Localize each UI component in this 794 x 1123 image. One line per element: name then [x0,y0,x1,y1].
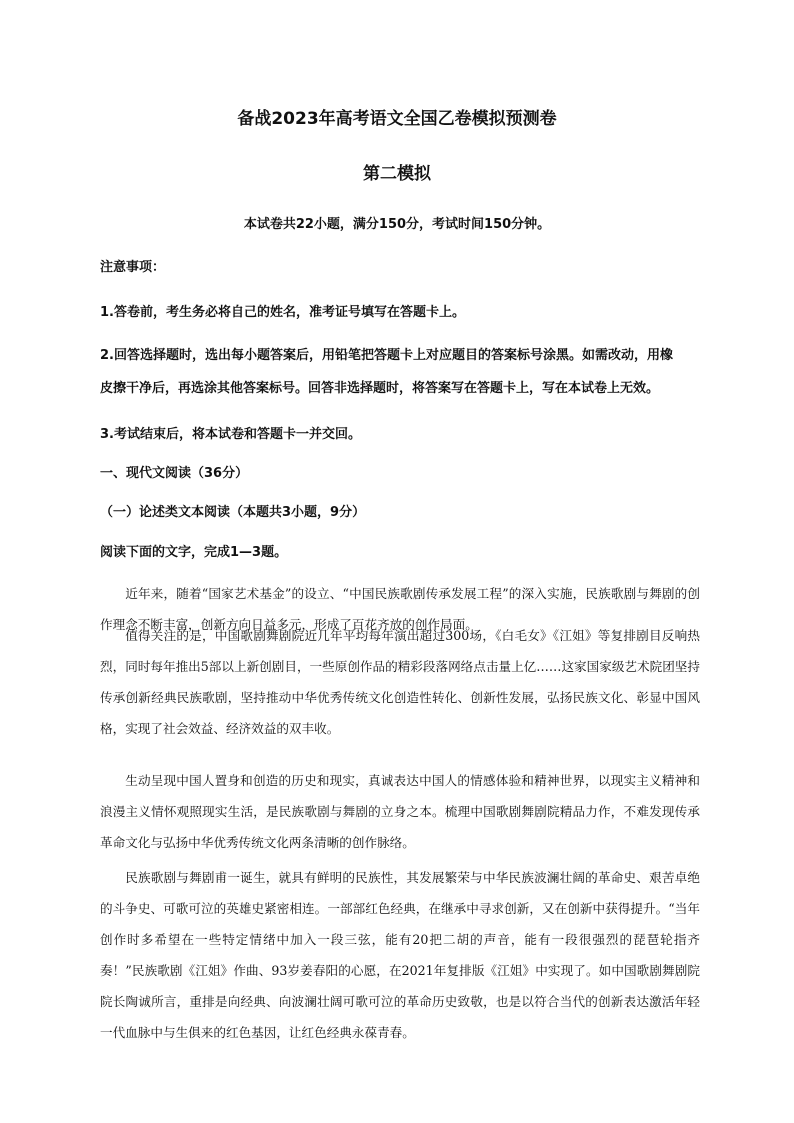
notice-item-2-line-2: 皮擦干净后，再选涂其他答案标号。回答非选择题时，将答案写在答题卡上，写在本试卷上无效。 [100,381,660,396]
notice-item-1: 1.答卷前，考生务必将自己的姓名，准考证号填写在答题卡上。 [100,305,465,320]
subsection-heading: （一）论述类文本阅读（本题共3小题，9分） [100,505,366,520]
sub-title: 第二模拟 [363,164,431,184]
passage-paragraph-2: 值得关注的是，中国歌剧舞剧院近几年平均每年演出超过300场，《白毛女》《江姐》等复排剧目反响热烈，同时每年推出5部以上新创剧目，一些原创作品的精彩段落网络点击量上亿……这家国家级艺术院团坚持传承创新经典民族歌剧，坚持推动中华优秀传统文化创造性转化、创新性发展，弘扬民族文化、彰显中国风格，实现了社会效益、经济效益的双丰收。 [100,628,700,736]
notice-item-3: 3.考试结束后，将本试卷和答题卡一并交回。 [100,427,361,442]
passage-paragraph-1: 近年来，随着“国家艺术基金”的设立、“中国民族歌剧传承发展工程”的深入实施，民族歌剧与舞剧的创作理念不断丰富，创新方向日益多元，形成了百花齐放的创作局面。 [100,586,700,632]
exam-info: 本试卷共22小题，满分150分，考试时间150分钟。 [243,217,551,232]
notice-heading: 注意事项： [100,260,166,275]
section-heading: 一、现代文阅读（36分） [100,466,249,481]
reading-instruction: 阅读下面的文字，完成1—3题。 [100,545,288,560]
passage-paragraph-4: 民族歌剧与舞剧甫一诞生，就具有鲜明的民族性，其发展繁荣与中华民族波澜壮阔的革命史、艰苦卓绝的斗争史、可歌可泣的英雄史紧密相连。一部部红色经典，在继承中寻求创新，又在创新中获得提升。“当年创作时多希望在一些特定情绪中加入一段三弦，能有20把二胡的声音，能有一段很强烈的琵琶轮指齐奏！”民族歌剧《江姐》作曲、93岁姜春阳的心愿，在2021年复排版《江姐》中实现了。如中国歌剧舞剧院院长陶诚所言，重排是向经典、向波澜壮阔可歌可泣的革命历史致敬，也是以符合当代的创新表达激活年轻一代血脉中与生俱来的红色基因，让红色经典永葆青春。 [100,870,700,1040]
notice-item-2-line-1: 2.回答选择题时，选出每小题答案后，用铅笔把答题卡上对应题目的答案标号涂黑。如需改动，用橡 [100,348,673,363]
main-title: 备战2023年高考语文全国乙卷模拟预测卷 [237,109,557,129]
passage-paragraph-3: 生动呈现中国人置身和创造的历史和现实，真诚表达中国人的情感体验和精神世界，以现实主义精神和浪漫主义情怀观照现实生活，是民族歌剧与舞剧的立身之本。梳理中国歌剧舞剧院精品力作，不难发现传承革命文化与弘扬中华优秀传统文化两条清晰的创作脉络。 [100,773,700,850]
